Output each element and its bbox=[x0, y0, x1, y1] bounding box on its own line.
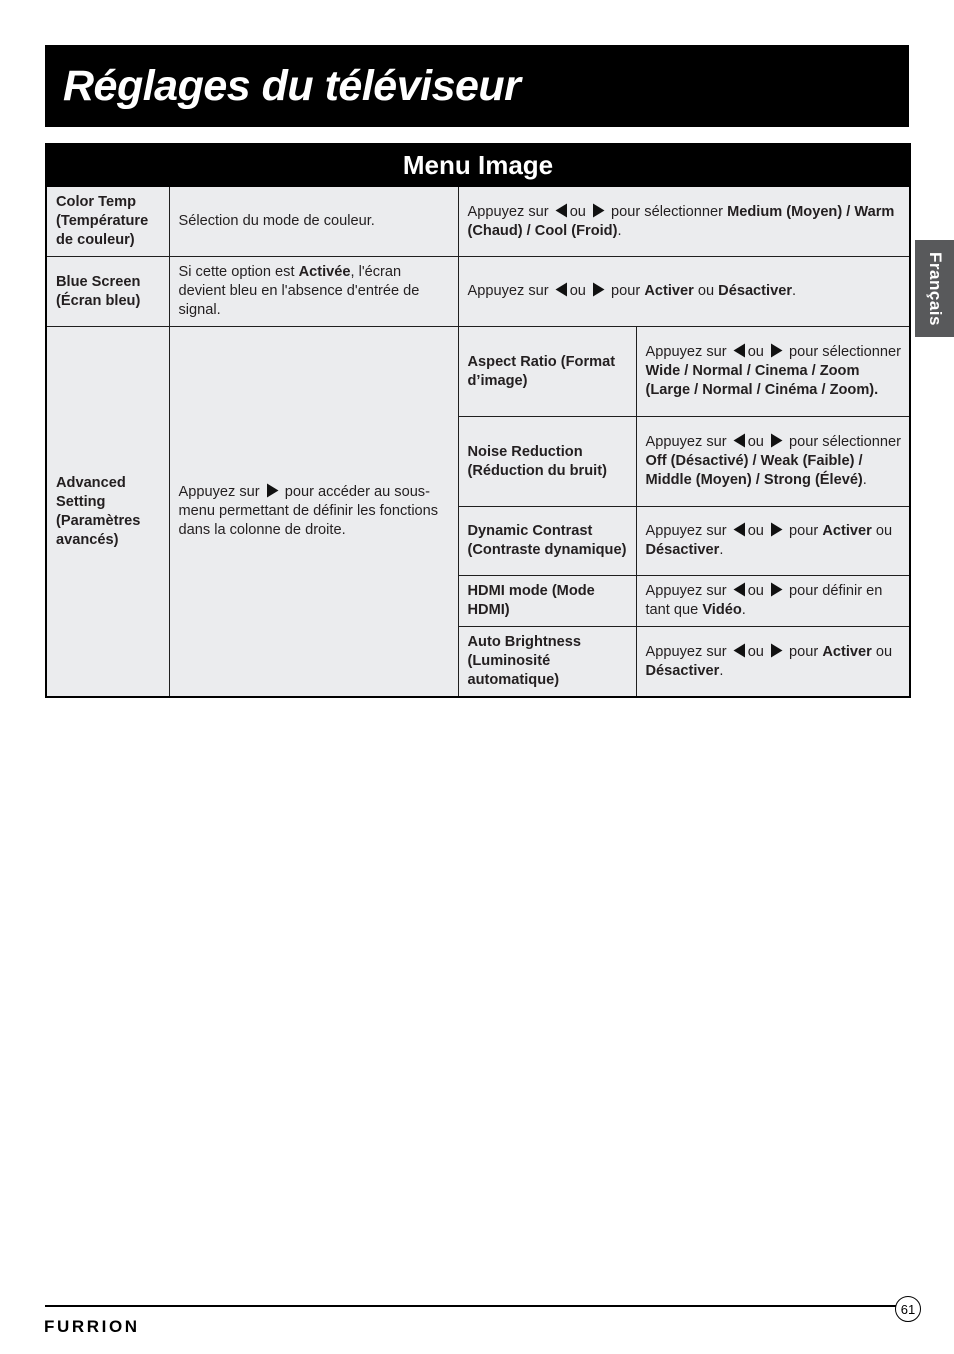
setting-label: Blue Screen (Écran bleu) bbox=[46, 257, 169, 327]
setting-action: Appuyez sur ou pour Activer ou Désactiver. bbox=[458, 257, 910, 327]
footer-rule bbox=[45, 1305, 896, 1307]
setting-label: Advanced Setting (Paramètres avancés) bbox=[46, 327, 169, 698]
left-arrow-icon bbox=[732, 343, 747, 358]
right-arrow-icon bbox=[769, 343, 784, 358]
language-tab bbox=[915, 240, 954, 337]
sub-setting-action: Appuyez sur ou pour définir en tant que Vidéo. bbox=[636, 576, 910, 627]
right-arrow-icon bbox=[769, 522, 784, 537]
sub-setting-label: Dynamic Contrast (Contraste dynamique) bbox=[458, 507, 636, 576]
left-arrow-icon bbox=[732, 643, 747, 658]
brand-logo: FURRION bbox=[44, 1317, 140, 1336]
sub-setting-label: Noise Reduction (Réduction du bruit) bbox=[458, 417, 636, 507]
right-arrow-icon bbox=[591, 282, 606, 297]
title-banner bbox=[45, 45, 909, 127]
right-arrow-icon bbox=[591, 203, 606, 218]
page-number-label: 61 bbox=[900, 1301, 916, 1317]
page-number bbox=[895, 1296, 921, 1322]
sub-setting-label: HDMI mode (Mode HDMI) bbox=[458, 576, 636, 627]
sub-setting-label: Auto Brightness (Luminosité automatique) bbox=[458, 627, 636, 698]
left-arrow-icon bbox=[554, 282, 569, 297]
language-tab-label: Français bbox=[925, 251, 945, 326]
sub-setting-action: Appuyez sur ou pour sélectionner Off (Désactivé) / Weak (Faible) / Middle (Moyen) / Strong (Élevé). bbox=[636, 417, 910, 507]
table-row bbox=[46, 327, 910, 417]
right-arrow-icon bbox=[265, 483, 280, 498]
left-arrow-icon bbox=[554, 203, 569, 218]
right-arrow-icon bbox=[769, 433, 784, 448]
table-heading: Menu Image bbox=[46, 144, 910, 186]
right-arrow-icon bbox=[769, 582, 784, 597]
right-arrow-icon bbox=[769, 643, 784, 658]
left-arrow-icon bbox=[732, 522, 747, 537]
sub-setting-label: Aspect Ratio (Format d’image) bbox=[458, 327, 636, 417]
setting-description: Sélection du mode de couleur. bbox=[169, 186, 458, 257]
menu-image-table bbox=[45, 143, 911, 698]
sub-setting-action: Appuyez sur ou pour Activer ou Désactiver. bbox=[636, 627, 910, 698]
sub-setting-action: Appuyez sur ou pour Activer ou Désactiver. bbox=[636, 507, 910, 576]
page-title: Réglages du téléviseur bbox=[63, 61, 521, 110]
left-arrow-icon bbox=[732, 433, 747, 448]
left-arrow-icon bbox=[732, 582, 747, 597]
setting-description: Si cette option est Activée, l'écran devient bleu en l'absence d'entrée de signal. bbox=[169, 257, 458, 327]
setting-label: Color Temp (Température de couleur) bbox=[46, 186, 169, 257]
table-row bbox=[46, 257, 910, 327]
setting-action: Appuyez sur ou pour sélectionner Medium (Moyen) / Warm (Chaud) / Cool (Froid). bbox=[458, 186, 910, 257]
setting-description: Appuyez sur pour accéder au sous-menu permettant de définir les fonctions dans la colonne de droite. bbox=[169, 327, 458, 698]
table-row bbox=[46, 186, 910, 257]
sub-setting-action: Appuyez sur ou pour sélectionner Wide / Normal / Cinema / Zoom (Large / Normal / Cinéma / Zoom). bbox=[636, 327, 910, 417]
